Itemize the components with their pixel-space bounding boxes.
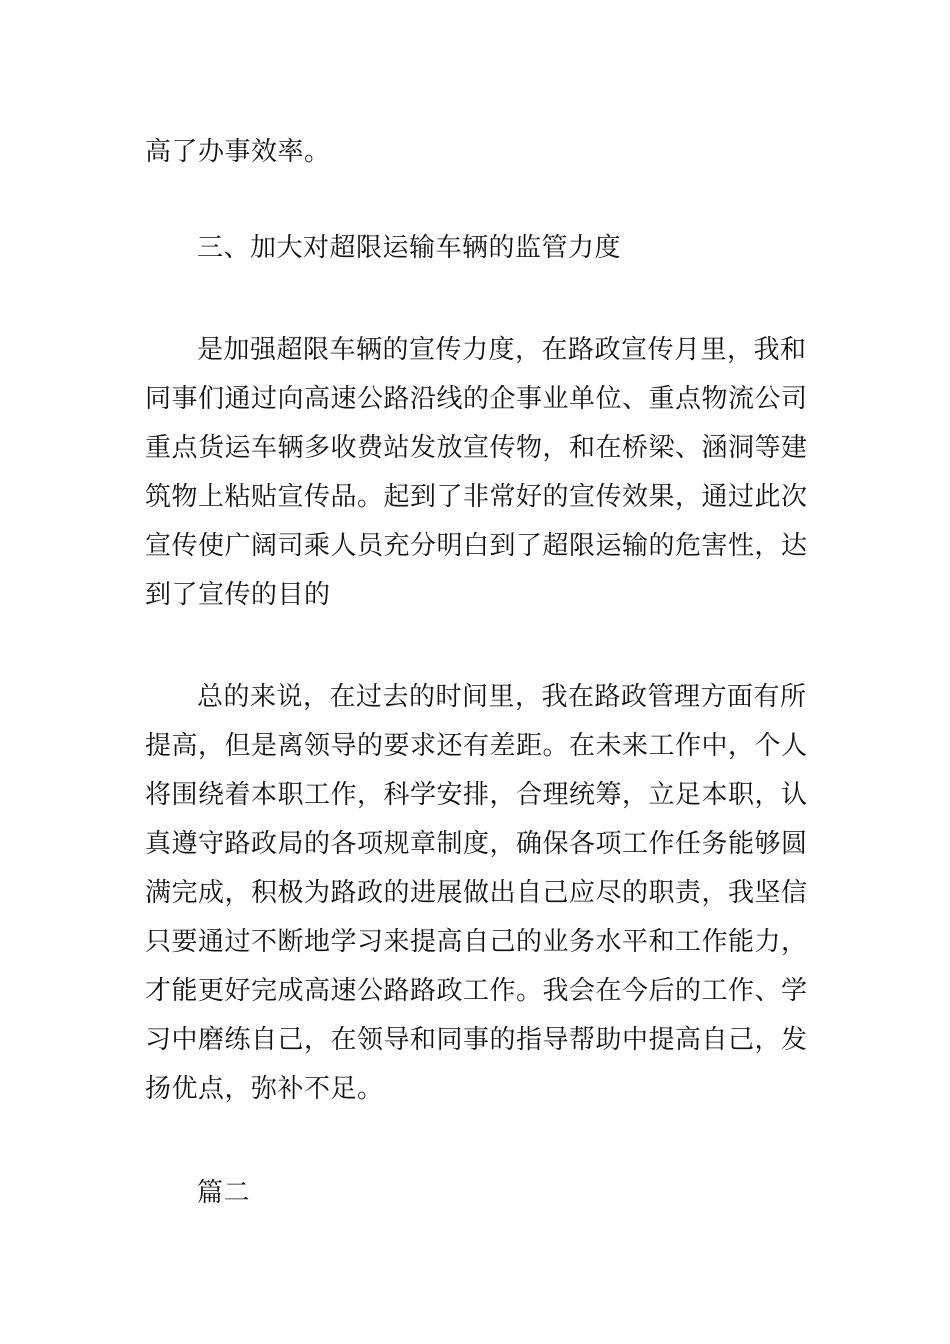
text-line: 宣传使广阔司乘人员充分明白到了超限运输的危害性，达 xyxy=(145,531,808,561)
text-line: 才能更好完成高速公路路政工作。我会在今后的工作、学 xyxy=(145,976,808,1006)
text-line: 提高，但是离领导的要求还有差距。在未来工作中，个人 xyxy=(145,731,808,761)
text-line: 扬优点，弥补不足。 xyxy=(145,1074,384,1104)
text-line: 只要通过不断地学习来提高自己的业务水平和工作能力， xyxy=(145,927,808,957)
text-line: 总的来说，在过去的时间里，我在路政管理方面有所 xyxy=(197,682,807,712)
text-line: 筑物上粘贴宣传品。起到了非常好的宣传效果，通过此次 xyxy=(145,482,808,512)
text-line: 是加强超限车辆的宣传力度，在路政宣传月里，我和 xyxy=(197,335,807,365)
text-line: 真遵守路政局的各项规章制度，确保各项工作任务能够圆 xyxy=(145,829,808,859)
section-heading: 三、加大对超限运输车辆的监管力度 xyxy=(197,233,622,263)
text-line: 满完成，积极为路政的进展做出自己应尽的职责，我坚信 xyxy=(145,878,808,908)
text-line: 到了宣传的目的 xyxy=(145,580,331,610)
text-line: 高了办事效率。 xyxy=(145,137,331,167)
section-label: 篇二 xyxy=(197,1178,251,1208)
text-line: 重点货运车辆多收费站发放宣传物，和在桥梁、涵洞等建 xyxy=(145,433,808,463)
text-line: 习中磨练自己，在领导和同事的指导帮助中提高自己，发 xyxy=(145,1025,808,1055)
text-line: 将围绕着本职工作，科学安排，合理统筹，立足本职，认 xyxy=(145,780,808,810)
text-line: 同事们通过向高速公路沿线的企事业单位、重点物流公司 xyxy=(145,384,808,414)
